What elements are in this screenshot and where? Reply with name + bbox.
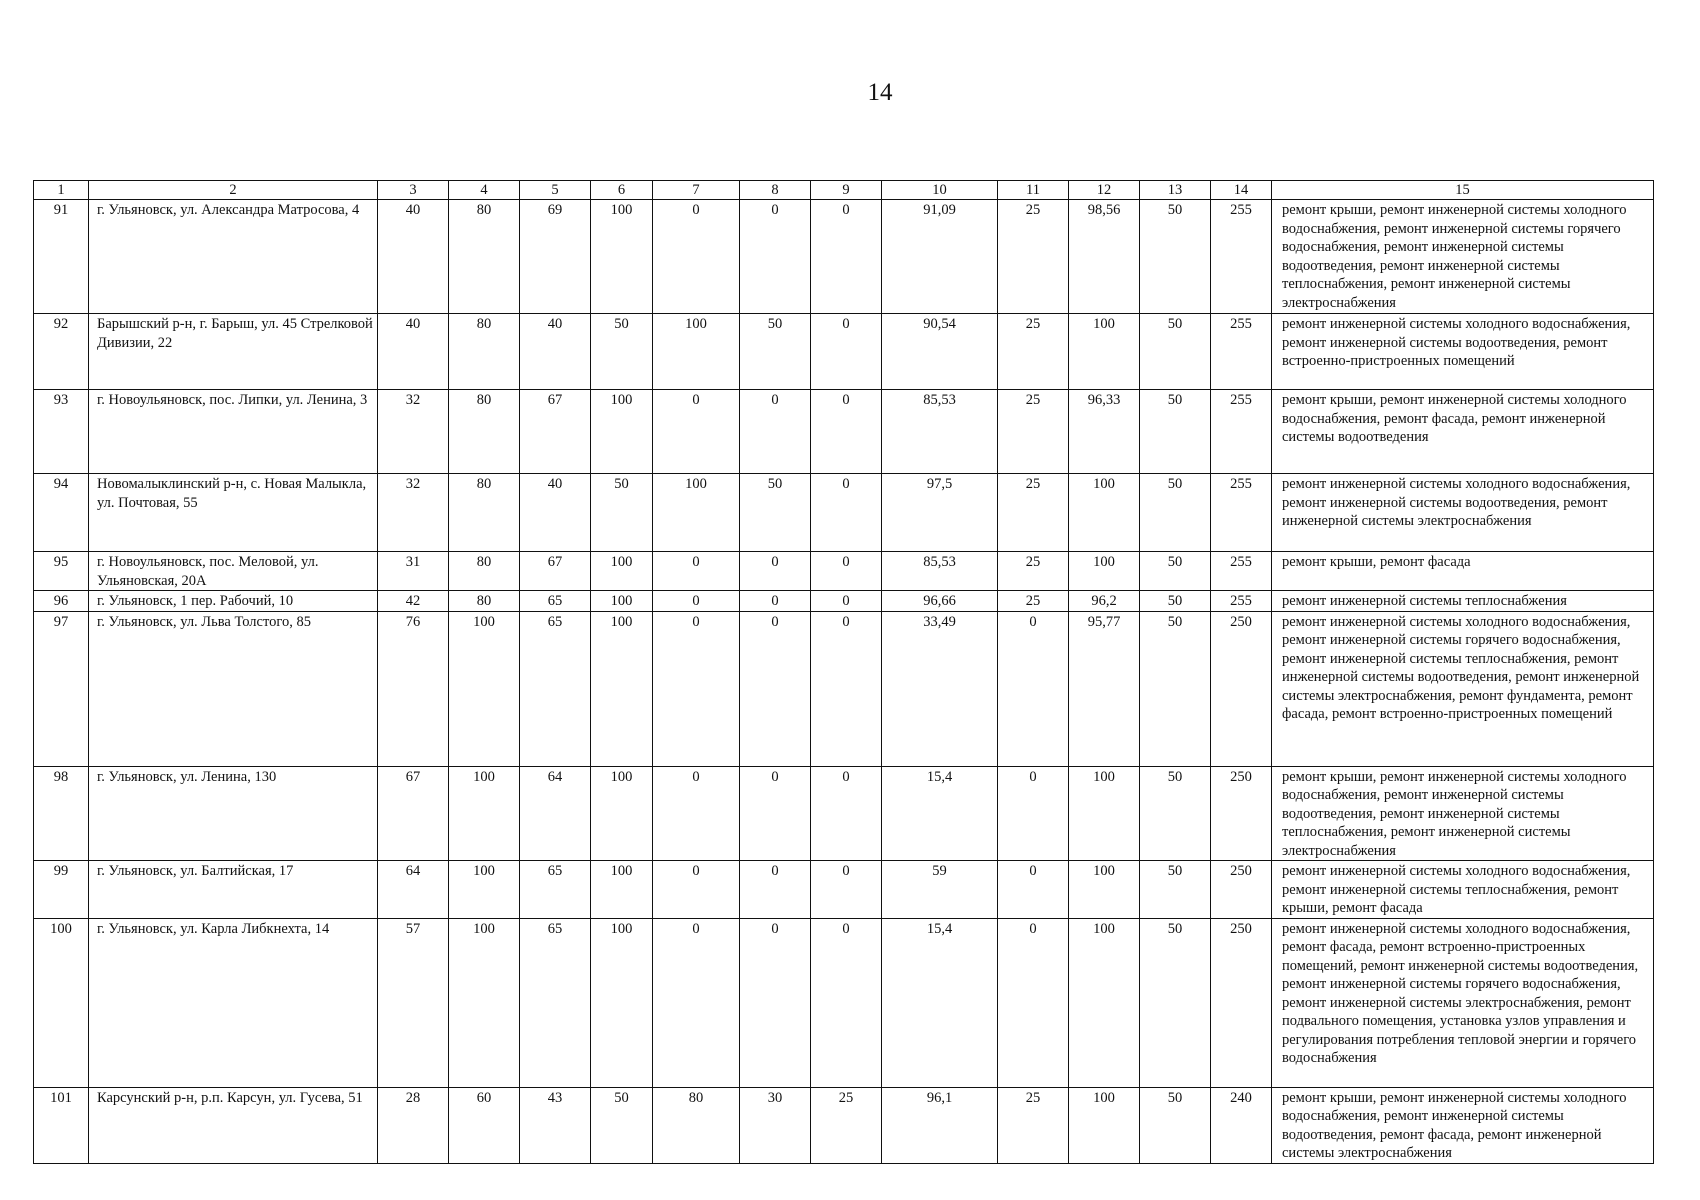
table-row (34, 314, 1654, 390)
value-cell: 57 (378, 918, 449, 1087)
value-cell: 0 (811, 314, 882, 390)
value-cell: 50 (591, 1087, 653, 1163)
value-cell: 0 (653, 390, 740, 474)
value-cell: 100 (1069, 552, 1140, 591)
work-list-cell: ремонт крыши, ремонт инженерной системы холодного водоснабжения, ремонт фасада, ремонт инженерной системы водоотведения (1272, 390, 1654, 474)
value-cell: 50 (1140, 552, 1211, 591)
value-cell: 0 (653, 591, 740, 612)
work-list-cell: ремонт инженерной системы холодного водоснабжения, ремонт инженерной системы водоотведения, ремонт инженерной системы электроснабжения (1272, 474, 1654, 552)
address-cell: г. Ульяновск, 1 пер. Рабочий, 10 (89, 591, 378, 612)
value-cell: 0 (811, 611, 882, 766)
table-row (34, 552, 1654, 591)
table-row (34, 591, 1654, 612)
address-cell: г. Ульяновск, ул. Балтийская, 17 (89, 861, 378, 919)
value-cell: 0 (811, 474, 882, 552)
table-row (34, 1087, 1654, 1163)
value-cell: 50 (740, 314, 811, 390)
value-cell: 0 (740, 552, 811, 591)
value-cell: 100 (591, 591, 653, 612)
value-cell: 50 (1140, 474, 1211, 552)
value-cell: 100 (653, 474, 740, 552)
value-cell: 0 (811, 591, 882, 612)
value-cell: 64 (520, 766, 591, 861)
value-cell: 25 (998, 390, 1069, 474)
value-cell: 100 (1069, 314, 1140, 390)
repair-table-container (33, 180, 1653, 1164)
value-cell: 0 (811, 390, 882, 474)
value-cell: 0 (653, 766, 740, 861)
address-cell: Барышский р-н, г. Барыш, ул. 45 Стрелковой Дивизии, 22 (89, 314, 378, 390)
value-cell: 255 (1211, 390, 1272, 474)
value-cell: 43 (520, 1087, 591, 1163)
value-cell: 255 (1211, 200, 1272, 314)
header-cell: 8 (740, 181, 811, 200)
value-cell: 100 (591, 552, 653, 591)
value-cell: 42 (378, 591, 449, 612)
value-cell: 80 (449, 474, 520, 552)
value-cell: 0 (811, 918, 882, 1087)
value-cell: 76 (378, 611, 449, 766)
value-cell: 25 (998, 1087, 1069, 1163)
row-number-cell: 101 (34, 1087, 89, 1163)
header-cell: 1 (34, 181, 89, 200)
work-list-cell: ремонт крыши, ремонт инженерной системы холодного водоснабжения, ремонт инженерной системы водоотведения, ремонт инженерной системы теплоснабжения, ремонт инженерной системы электроснабжения (1272, 766, 1654, 861)
header-row (34, 181, 1654, 200)
work-list-cell: ремонт крыши, ремонт фасада (1272, 552, 1654, 591)
value-cell: 60 (449, 1087, 520, 1163)
value-cell: 30 (740, 1087, 811, 1163)
value-cell: 25 (998, 314, 1069, 390)
address-cell: г. Ульяновск, ул. Александра Матросова, 4 (89, 200, 378, 314)
value-cell: 100 (591, 918, 653, 1087)
value-cell: 25 (811, 1087, 882, 1163)
value-cell: 50 (1140, 314, 1211, 390)
value-cell: 80 (449, 552, 520, 591)
work-list-cell: ремонт инженерной системы теплоснабжения (1272, 591, 1654, 612)
value-cell: 90,54 (882, 314, 998, 390)
row-number-cell: 92 (34, 314, 89, 390)
value-cell: 100 (449, 766, 520, 861)
value-cell: 0 (998, 611, 1069, 766)
value-cell: 67 (520, 390, 591, 474)
value-cell: 50 (1140, 766, 1211, 861)
value-cell: 0 (740, 200, 811, 314)
value-cell: 0 (811, 861, 882, 919)
value-cell: 85,53 (882, 552, 998, 591)
value-cell: 100 (591, 766, 653, 861)
value-cell: 25 (998, 591, 1069, 612)
value-cell: 250 (1211, 861, 1272, 919)
value-cell: 85,53 (882, 390, 998, 474)
value-cell: 67 (520, 552, 591, 591)
value-cell: 0 (653, 918, 740, 1087)
value-cell: 33,49 (882, 611, 998, 766)
value-cell: 65 (520, 591, 591, 612)
header-cell: 13 (1140, 181, 1211, 200)
value-cell: 0 (740, 390, 811, 474)
value-cell: 28 (378, 1087, 449, 1163)
value-cell: 50 (1140, 611, 1211, 766)
value-cell: 100 (449, 918, 520, 1087)
table-row (34, 611, 1654, 766)
value-cell: 0 (740, 766, 811, 861)
address-cell: Новомалыклинский р-н, с. Новая Малыкла, ул. Почтовая, 55 (89, 474, 378, 552)
work-list-cell: ремонт инженерной системы холодного водоснабжения, ремонт инженерной системы теплоснабжения, ремонт крыши, ремонт фасада (1272, 861, 1654, 919)
table-row (34, 918, 1654, 1087)
value-cell: 100 (653, 314, 740, 390)
value-cell: 100 (591, 390, 653, 474)
header-cell: 6 (591, 181, 653, 200)
value-cell: 50 (591, 474, 653, 552)
value-cell: 95,77 (1069, 611, 1140, 766)
value-cell: 40 (520, 474, 591, 552)
row-number-cell: 93 (34, 390, 89, 474)
value-cell: 65 (520, 918, 591, 1087)
header-cell: 2 (89, 181, 378, 200)
row-number-cell: 95 (34, 552, 89, 591)
value-cell: 255 (1211, 314, 1272, 390)
value-cell: 65 (520, 611, 591, 766)
value-cell: 80 (449, 314, 520, 390)
table-row (34, 474, 1654, 552)
value-cell: 100 (449, 611, 520, 766)
table-row (34, 861, 1654, 919)
value-cell: 50 (1140, 918, 1211, 1087)
work-list-cell: ремонт инженерной системы холодного водоснабжения, ремонт фасада, ремонт встроенно-пристроенных помещений, ремонт инженерной системы водоотведения, ремонт инженерной системы горячего водоснабжения, ремонт инженерной системы электроснабжения, ремонт подвального помещения, установка узлов управления и регулирования потребления тепловой энергии и горячего водоснабжения (1272, 918, 1654, 1087)
page-number: 14 (867, 79, 893, 106)
header-cell: 9 (811, 181, 882, 200)
value-cell: 80 (653, 1087, 740, 1163)
address-cell: г. Новоульяновск, пос. Меловой, ул. Ульяновская, 20А (89, 552, 378, 591)
value-cell: 0 (653, 200, 740, 314)
header-cell: 11 (998, 181, 1069, 200)
value-cell: 64 (378, 861, 449, 919)
value-cell: 31 (378, 552, 449, 591)
work-list-cell: ремонт крыши, ремонт инженерной системы холодного водоснабжения, ремонт инженерной системы горячего водоснабжения, ремонт инженерной системы водоотведения, ремонт инженерной системы теплоснабжения, ремонт инженерной системы электроснабжения (1272, 200, 1654, 314)
value-cell: 50 (1140, 1087, 1211, 1163)
value-cell: 59 (882, 861, 998, 919)
table-row (34, 390, 1654, 474)
address-cell: г. Ульяновск, ул. Ленина, 130 (89, 766, 378, 861)
value-cell: 240 (1211, 1087, 1272, 1163)
header-cell: 3 (378, 181, 449, 200)
value-cell: 0 (740, 591, 811, 612)
value-cell: 25 (998, 474, 1069, 552)
value-cell: 0 (653, 611, 740, 766)
value-cell: 0 (740, 918, 811, 1087)
value-cell: 100 (1069, 1087, 1140, 1163)
value-cell: 97,5 (882, 474, 998, 552)
value-cell: 96,2 (1069, 591, 1140, 612)
value-cell: 100 (449, 861, 520, 919)
value-cell: 255 (1211, 591, 1272, 612)
work-list-cell: ремонт инженерной системы холодного водоснабжения, ремонт инженерной системы горячего водоснабжения, ремонт инженерной системы теплоснабжения, ремонт инженерной системы водоотведения, ремонт инженерной системы электроснабжения, ремонт фундамента, ремонт фасада, ремонт встроенно-пристроенных помещений (1272, 611, 1654, 766)
value-cell: 50 (591, 314, 653, 390)
value-cell: 100 (1069, 474, 1140, 552)
row-number-cell: 99 (34, 861, 89, 919)
value-cell: 40 (520, 314, 591, 390)
row-number-cell: 96 (34, 591, 89, 612)
value-cell: 50 (1140, 390, 1211, 474)
value-cell: 80 (449, 390, 520, 474)
header-cell: 5 (520, 181, 591, 200)
value-cell: 32 (378, 474, 449, 552)
value-cell: 25 (998, 552, 1069, 591)
value-cell: 100 (1069, 918, 1140, 1087)
value-cell: 98,56 (1069, 200, 1140, 314)
row-number-cell: 97 (34, 611, 89, 766)
value-cell: 69 (520, 200, 591, 314)
value-cell: 15,4 (882, 918, 998, 1087)
value-cell: 100 (1069, 861, 1140, 919)
value-cell: 0 (653, 552, 740, 591)
value-cell: 50 (1140, 200, 1211, 314)
value-cell: 250 (1211, 918, 1272, 1087)
value-cell: 100 (1069, 766, 1140, 861)
value-cell: 0 (811, 766, 882, 861)
value-cell: 0 (998, 861, 1069, 919)
value-cell: 250 (1211, 611, 1272, 766)
value-cell: 0 (998, 918, 1069, 1087)
value-cell: 100 (591, 611, 653, 766)
row-number-cell: 94 (34, 474, 89, 552)
address-cell: г. Новоульяновск, пос. Липки, ул. Ленина, 3 (89, 390, 378, 474)
value-cell: 40 (378, 200, 449, 314)
value-cell: 0 (998, 766, 1069, 861)
value-cell: 96,66 (882, 591, 998, 612)
value-cell: 255 (1211, 474, 1272, 552)
value-cell: 0 (740, 611, 811, 766)
value-cell: 250 (1211, 766, 1272, 861)
value-cell: 0 (653, 861, 740, 919)
value-cell: 65 (520, 861, 591, 919)
address-cell: г. Ульяновск, ул. Карла Либкнехта, 14 (89, 918, 378, 1087)
row-number-cell: 98 (34, 766, 89, 861)
value-cell: 50 (1140, 861, 1211, 919)
value-cell: 0 (740, 861, 811, 919)
value-cell: 80 (449, 200, 520, 314)
value-cell: 255 (1211, 552, 1272, 591)
header-cell: 12 (1069, 181, 1140, 200)
value-cell: 25 (998, 200, 1069, 314)
value-cell: 100 (591, 200, 653, 314)
address-cell: г. Ульяновск, ул. Льва Толстого, 85 (89, 611, 378, 766)
repair-table (33, 180, 1654, 1164)
value-cell: 91,09 (882, 200, 998, 314)
value-cell: 32 (378, 390, 449, 474)
address-cell: Карсунский р-н, р.п. Карсун, ул. Гусева, 51 (89, 1087, 378, 1163)
header-cell: 4 (449, 181, 520, 200)
value-cell: 40 (378, 314, 449, 390)
value-cell: 15,4 (882, 766, 998, 861)
table-row (34, 200, 1654, 314)
value-cell: 100 (591, 861, 653, 919)
header-cell: 10 (882, 181, 998, 200)
header-cell: 14 (1211, 181, 1272, 200)
value-cell: 0 (811, 552, 882, 591)
row-number-cell: 91 (34, 200, 89, 314)
header-cell: 15 (1272, 181, 1654, 200)
value-cell: 96,33 (1069, 390, 1140, 474)
value-cell: 0 (811, 200, 882, 314)
value-cell: 67 (378, 766, 449, 861)
value-cell: 80 (449, 591, 520, 612)
value-cell: 96,1 (882, 1087, 998, 1163)
work-list-cell: ремонт крыши, ремонт инженерной системы холодного водоснабжения, ремонт инженерной системы водоотведения, ремонт фасада, ремонт инженерной системы электроснабжения (1272, 1087, 1654, 1163)
work-list-cell: ремонт инженерной системы холодного водоснабжения, ремонт инженерной системы водоотведения, ремонт встроенно-пристроенных помещений (1272, 314, 1654, 390)
value-cell: 50 (740, 474, 811, 552)
value-cell: 50 (1140, 591, 1211, 612)
table-row (34, 766, 1654, 861)
row-number-cell: 100 (34, 918, 89, 1087)
header-cell: 7 (653, 181, 740, 200)
